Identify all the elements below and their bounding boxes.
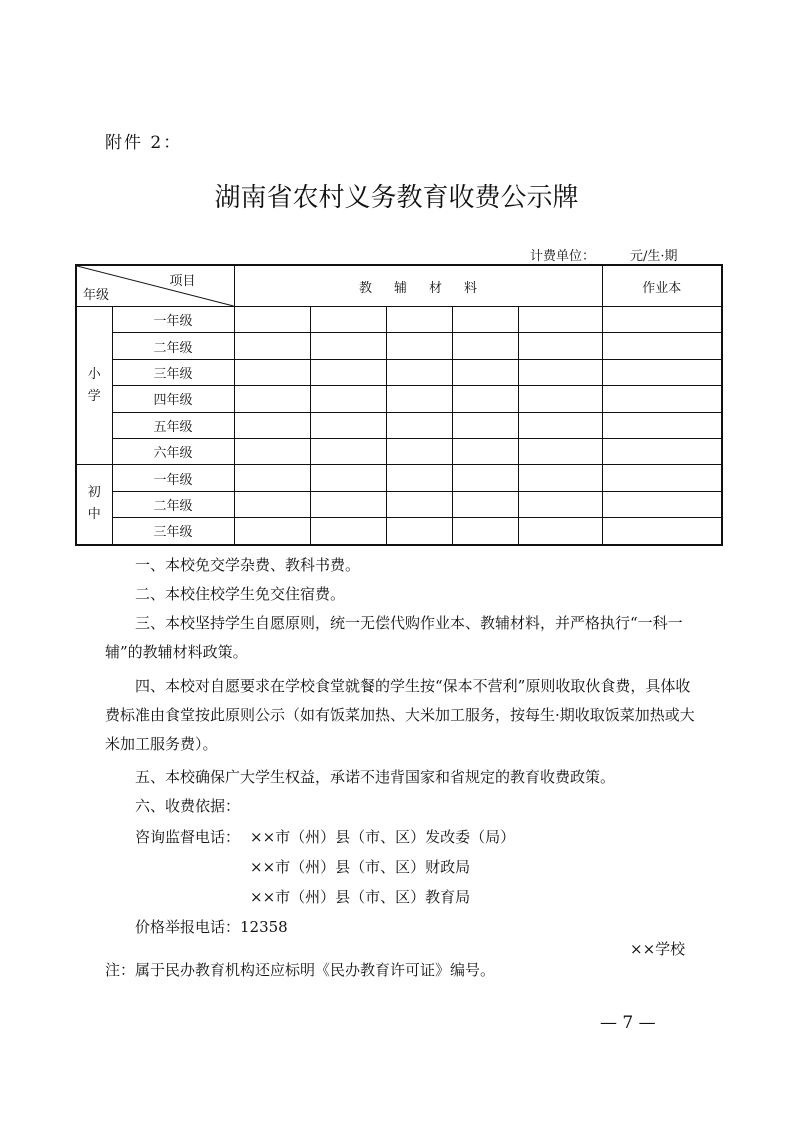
fee-table (75, 264, 723, 546)
attachment-label: 附件 2： (105, 133, 183, 153)
table-row (76, 359, 722, 385)
grade-label: 六年级 (112, 438, 234, 464)
grade-label: 一年级 (112, 307, 234, 333)
fee-cell (386, 518, 452, 545)
table-row (76, 412, 722, 438)
page-number: — 7 — (600, 1013, 656, 1033)
table-row (76, 333, 722, 359)
fee-cell (452, 359, 518, 385)
item-5: 五、本校确保广大学生权益，承诺不违背国家和省规定的教育收费政策。 (135, 768, 616, 786)
fee-cell (518, 307, 602, 333)
fee-cell (386, 412, 452, 438)
fee-cell (386, 438, 452, 464)
fee-cell (234, 465, 310, 491)
consult-line: ××市（州）县（市、区）财政局 (250, 858, 471, 876)
grade-label: 五年级 (112, 412, 234, 438)
section-junior (76, 465, 112, 545)
fee-cell (518, 438, 602, 464)
fee-cell (452, 307, 518, 333)
section-primary-char-2: 学 (87, 388, 101, 404)
section-junior-char-1: 初 (87, 485, 101, 501)
grade-label: 二年级 (112, 491, 234, 517)
workbook-header: 作业本 (602, 265, 722, 307)
table-row (76, 465, 722, 491)
unit-label: 计费单位： (530, 249, 596, 264)
fee-cell (452, 333, 518, 359)
fee-cell (518, 518, 602, 545)
fee-cell (452, 386, 518, 412)
signature: ××学校 (630, 940, 686, 958)
grade-label: 三年级 (112, 518, 234, 545)
consult-label: 咨询监督电话： (135, 828, 241, 846)
fee-cell (234, 438, 310, 464)
fee-cell (452, 412, 518, 438)
table-row (76, 518, 722, 545)
fee-cell (602, 359, 722, 385)
fee-cell (234, 359, 310, 385)
fee-cell (452, 438, 518, 464)
fee-cell (518, 491, 602, 517)
fee-cell (234, 333, 310, 359)
fee-cell (452, 518, 518, 545)
fee-cell (518, 465, 602, 491)
fee-cell (518, 386, 602, 412)
fee-cell (386, 307, 452, 333)
fee-cell (310, 412, 386, 438)
fee-cell (602, 438, 722, 464)
fee-cell (452, 465, 518, 491)
item-2: 二、本校住校学生免交住宿费。 (135, 585, 346, 603)
fee-cell (518, 333, 602, 359)
note: 注：属于民办教育机构还应标明《民办教育许可证》编号。 (105, 961, 496, 979)
fee-cell (602, 518, 722, 545)
section-junior-char-2: 中 (87, 507, 101, 523)
table-row (76, 386, 722, 412)
fee-cell (234, 412, 310, 438)
fee-cell (386, 359, 452, 385)
fee-cell (602, 386, 722, 412)
fee-cell (386, 491, 452, 517)
fee-cell (310, 333, 386, 359)
fee-cell (310, 307, 386, 333)
fee-cell (602, 307, 722, 333)
item-1: 一、本校免交学杂费、教科书费。 (135, 556, 361, 574)
unit-value: 元/生·期 (630, 249, 678, 264)
fee-cell (310, 518, 386, 545)
fee-cell (452, 491, 518, 517)
fee-cell (602, 333, 722, 359)
grade-label: 三年级 (112, 359, 234, 385)
consult-line: ××市（州）县（市、区）发改委（局） (250, 828, 516, 846)
item-6: 六、收费依据： (135, 797, 241, 815)
page-title: 湖南省农村义务教育收费公示牌 (214, 183, 579, 213)
fee-cell (310, 465, 386, 491)
fee-cell (602, 491, 722, 517)
fee-cell (386, 386, 452, 412)
fee-cell (602, 412, 722, 438)
section-primary-char-1: 小 (87, 366, 101, 382)
table-row (76, 307, 722, 333)
table-row (76, 491, 722, 517)
fee-cell (310, 491, 386, 517)
fee-cell (234, 307, 310, 333)
grade-label: 二年级 (112, 333, 234, 359)
price-report: 价格举报电话：12358 (135, 918, 288, 936)
fee-cell (602, 465, 722, 491)
corner-grade-label: 年级 (83, 288, 110, 303)
fee-cell (234, 518, 310, 545)
materials-header (234, 265, 602, 307)
grade-label: 四年级 (112, 386, 234, 412)
fee-cell (386, 333, 452, 359)
item-4: 四、本校对自愿要求在学校食堂就餐的学生按“保本不营利”原则收取伙食费，具体收费标准由食堂按此原则公示（如有饭菜加热、大米加工服务，按每生·期收取饭菜加热或大米加工服务费）。 (105, 677, 695, 753)
table-header-row (76, 265, 722, 307)
fee-cell (234, 386, 310, 412)
corner-cell (76, 265, 234, 307)
fee-cell (234, 491, 310, 517)
consult-line: ××市（州）县（市、区）教育局 (250, 888, 471, 906)
materials-header-label: 教辅材料 (359, 280, 500, 296)
section-primary (76, 307, 112, 465)
fee-cell (310, 438, 386, 464)
item-3: 三、本校坚持学生自愿原则，统一无偿代购作业本、教辅材料，并严格执行“一科一辅”的教辅材料政策。 (105, 614, 683, 661)
fee-cell (386, 465, 452, 491)
corner-item-label: 项目 (169, 274, 196, 289)
grade-label: 一年级 (112, 465, 234, 491)
fee-cell (518, 359, 602, 385)
table-row (76, 438, 722, 464)
fee-cell (310, 386, 386, 412)
fee-cell (518, 412, 602, 438)
fee-cell (310, 359, 386, 385)
